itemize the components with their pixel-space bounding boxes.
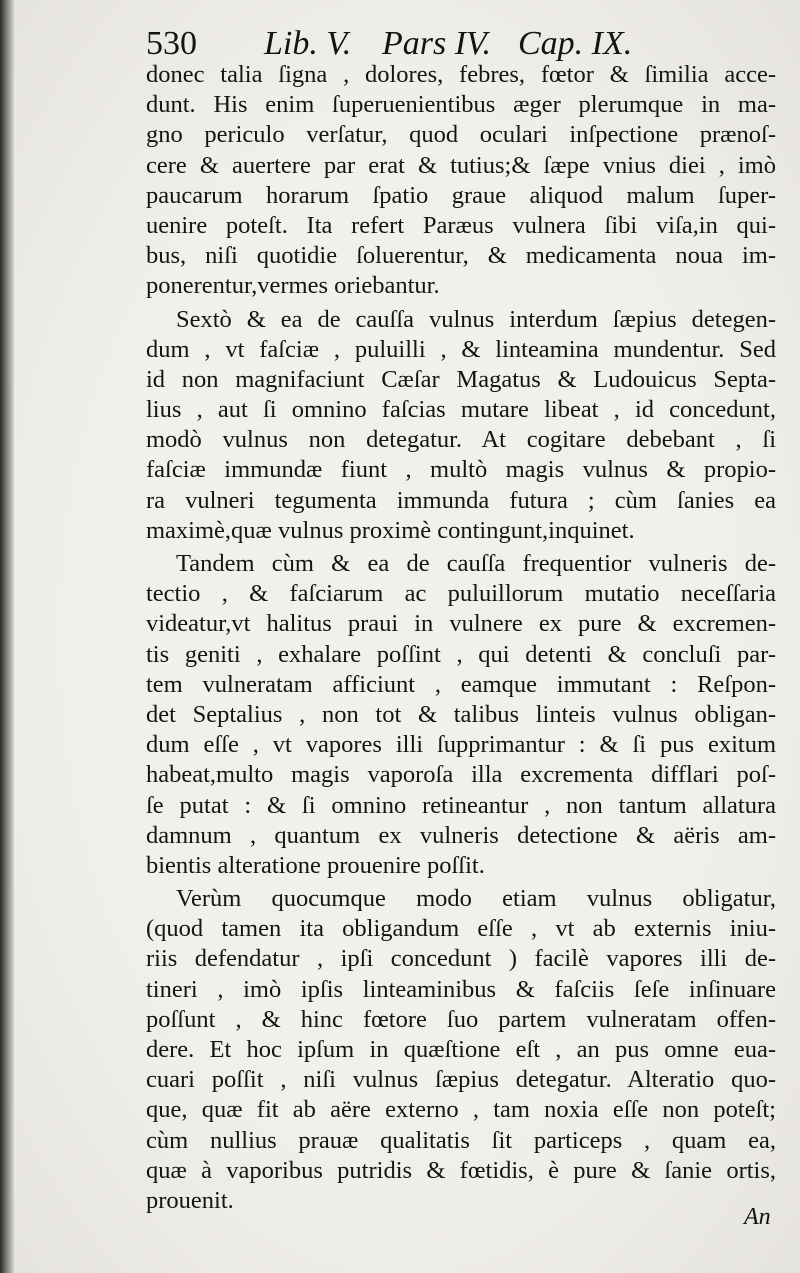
text-line: dunt. His enim ſuperuenientibus æger plerumque in ma-: [146, 91, 776, 119]
page-number: 530: [146, 25, 197, 62]
text-line: ſe putat : & ſi omnino retineantur , non tantum allatura: [146, 791, 776, 819]
text-line: det Septalius , non tot & talibus linteis vulnus obligan-: [146, 700, 776, 728]
text-line: cùm nullius prauæ qualitatis ſit particeps , quam ea,: [146, 1126, 776, 1154]
text-line: dum , vt faſciæ , puluilli , & linteamina mundentur. Sed: [146, 335, 776, 363]
text-line: maximè,quæ vulnus proximè contingunt,inquinet.: [146, 516, 635, 544]
text-line: videatur,vt halitus praui in vulnere ex pure & excremen-: [146, 610, 776, 638]
text-line: cuari poſſit , niſi vulnus ſæpius detegatur. Alteratio quo-: [146, 1066, 776, 1094]
text-line: donec talia ſigna , dolores, febres, fœtor & ſimilia acce-: [146, 61, 776, 88]
text-line: poſſunt , & hinc fœtore ſuo partem vulneratam offen-: [146, 1005, 776, 1033]
text-line: tem vulneratam afficiunt , eamque immutant : Reſpon-: [146, 670, 776, 698]
text-line: Tandem cùm & ea de cauſſa frequentior vulneris de-: [176, 550, 776, 577]
running-head-pars: Pars IV.: [382, 25, 491, 62]
paragraph: [146, 305, 776, 547]
running-head-liber: Lib. V.: [264, 25, 352, 62]
text-line: lius , aut ſi omnino faſcias mutare libeat , id concedunt,: [146, 396, 776, 424]
text-line: paucarum horarum ſpatio graue aliquod malum ſuper-: [146, 181, 776, 209]
text-line: gno periculo verſatur, quod oculari inſpectione prænoſ-: [146, 121, 776, 149]
running-head-caput: Cap. IX.: [518, 25, 633, 62]
binding-gutter: [0, 0, 14, 1273]
text-line: habeat,multo magis vaporoſa illa excrementa difflari poſ-: [146, 761, 776, 789]
text-line: prouenit.: [146, 1186, 234, 1214]
text-line: tis geniti , exhalare poſſint , qui detenti & concluſi par-: [146, 640, 776, 668]
catchword: An: [744, 1204, 771, 1230]
text-line: tineri , imò ipſis linteaminibus & faſciis ſeſe inſinuare: [146, 975, 776, 1003]
text-line: bus, niſi quotidie ſoluerentur, & medicamenta noua im-: [146, 242, 776, 270]
text-line: que, quæ fit ab aëre externo , tam noxia eſſe non poteſt;: [146, 1096, 776, 1124]
text-line: damnum , quantum ex vulneris detectione & aëris am-: [146, 821, 776, 849]
text-line: id non magnifaciunt Cæſar Magatus & Ludouicus Septa-: [146, 365, 776, 393]
text-line: Sextò & ea de cauſſa vulnus interdum ſæpius detegen-: [176, 305, 776, 333]
text-line: modò vulnus non detegatur. At cogitare debebant , ſi: [146, 426, 776, 454]
paragraph: [146, 884, 776, 1216]
text-line: ponerentur,vermes oriebantur.: [146, 272, 440, 300]
paragraph: [146, 60, 776, 302]
text-line: riis defendatur , ipſi concedunt ) facilè vapores illi de-: [146, 945, 776, 973]
text-line: bientis alteratione prouenire poſſit.: [146, 851, 485, 879]
text-line: uenire poteſt. Ita refert Paræus vulnera ſibi viſa,in qui-: [146, 211, 776, 239]
text-line: (quod tamen ita obligandum eſſe , vt ab externis iniu-: [146, 915, 776, 943]
text-line: tectio , & faſciarum ac puluillorum mutatio neceſſaria: [146, 580, 776, 608]
body-text: [146, 60, 776, 1216]
text-line: cere & auertere par erat & tutius;& ſæpe vnius diei , imò: [146, 151, 776, 179]
text-line: Verùm quocumque modo etiam vulnus obligatur,: [176, 885, 776, 913]
text-line: ra vulneri tegumenta immunda futura ; cùm ſanies ea: [146, 486, 776, 514]
text-line: dere. Et hoc ipſum in quæſtione eſt , an pus omne eua-: [146, 1036, 776, 1063]
paragraph: [146, 549, 776, 881]
text-line: dum eſſe , vt vapores illi ſupprimantur : & ſi pus exitum: [146, 731, 776, 759]
text-line: faſciæ immundæ fiunt , multò magis vulnus & propio-: [146, 456, 776, 484]
text-line: quæ à vaporibus putridis & fœtidis, è pure & ſanie ortis,: [146, 1156, 776, 1184]
